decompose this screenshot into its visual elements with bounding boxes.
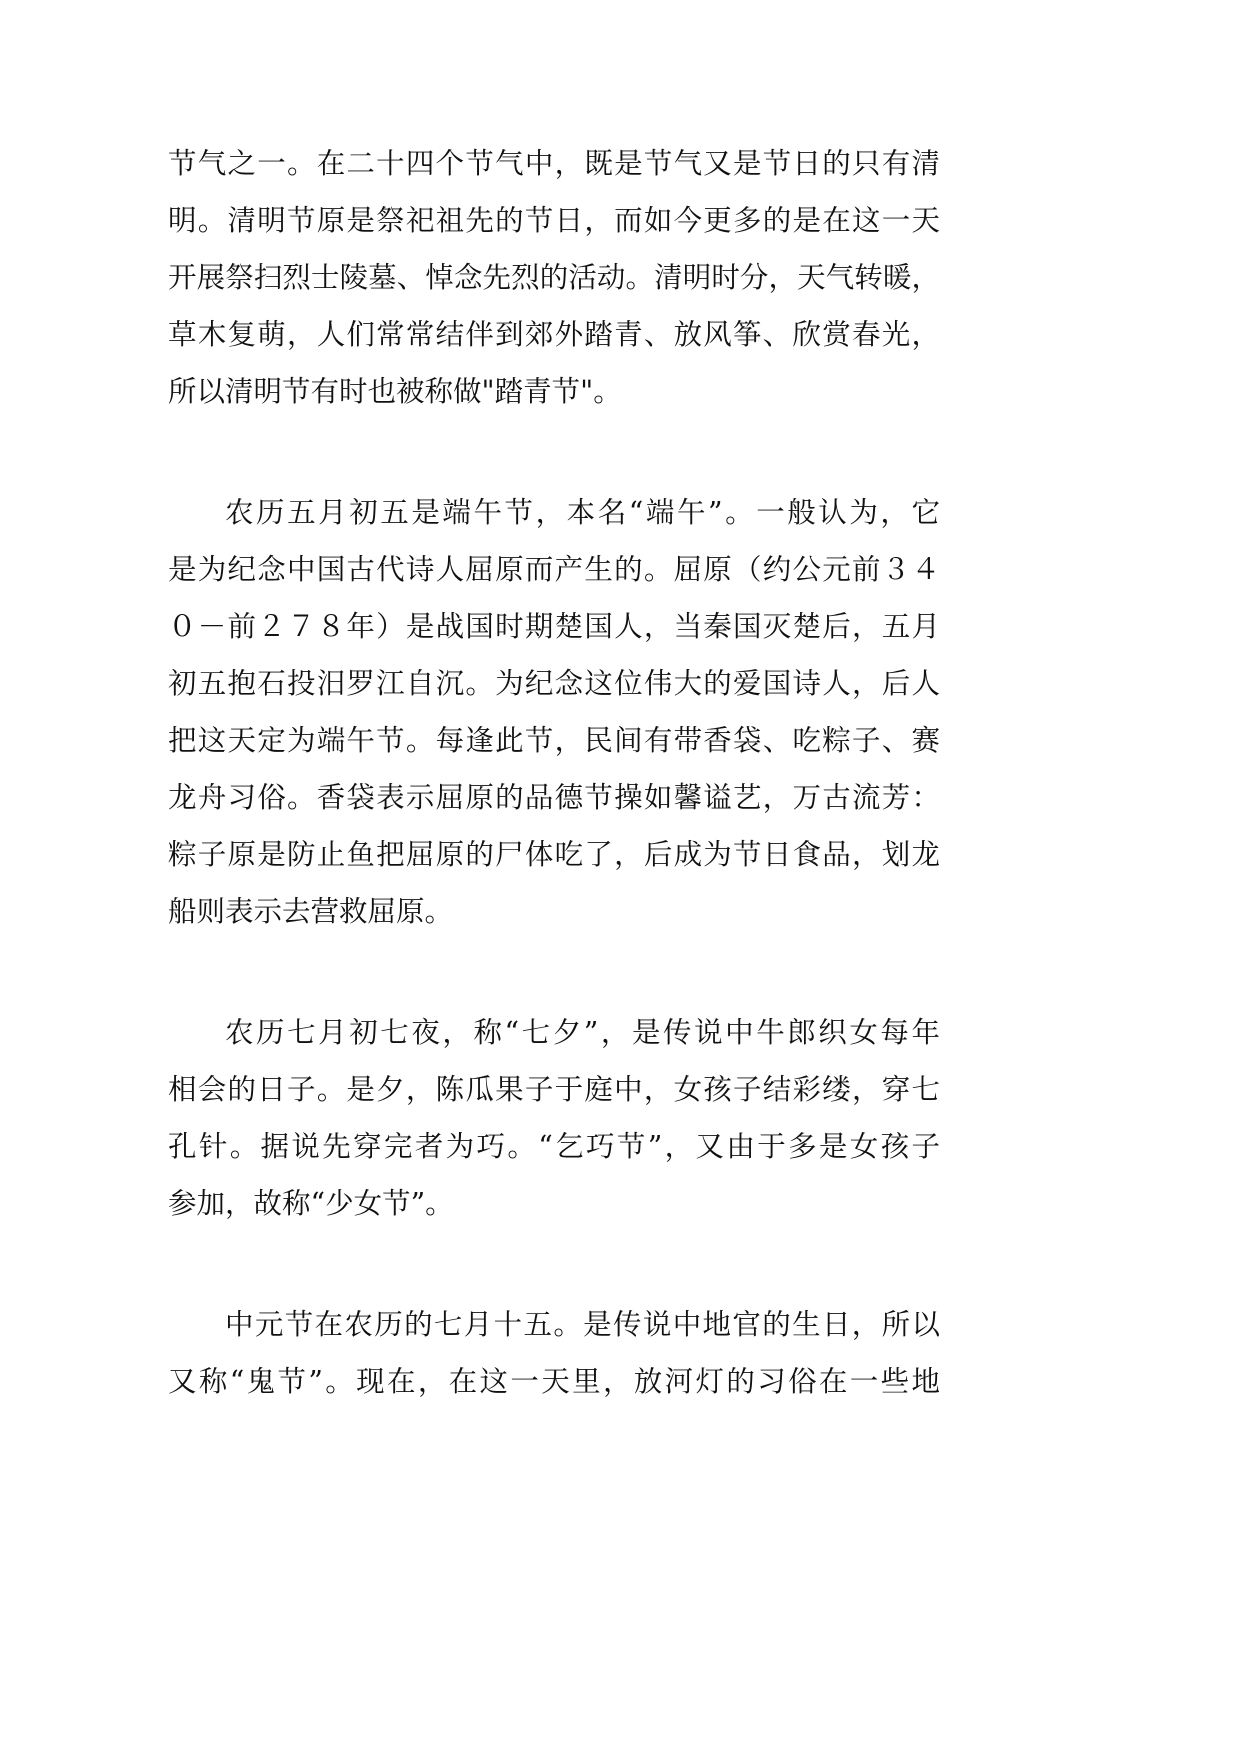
text-line: 草木复萌，人们常常结伴到郊外踏青、放风筝、欣赏春光， xyxy=(168,318,940,351)
paragraph-qingming xyxy=(168,135,940,420)
text-line: 又称“鬼节”。现在，在这一天里，放河灯的习俗在一些地 xyxy=(168,1365,940,1398)
text-line: 节气之一。在二十四个节气中，既是节气又是节日的只有清 xyxy=(168,147,940,180)
paragraph-zhongyuan xyxy=(168,1296,940,1410)
paragraph-duanwu xyxy=(168,484,940,940)
text-line: 是为纪念中国古代诗人屈原而产生的。屈原（约公元前３４ xyxy=(168,553,940,586)
text-line: 龙舟习俗。香袋表示屈原的品德节操如馨谥艺，万古流芳： xyxy=(168,781,940,814)
paragraph-qixi xyxy=(168,1004,940,1232)
text-line: 把这天定为端午节。每逢此节，民间有带香袋、吃粽子、赛 xyxy=(168,724,940,757)
text-line: 孔针。据说先穿完者为巧。“乞巧节”，又由于多是女孩子 xyxy=(168,1130,940,1163)
text-line: 中元节在农历的七月十五。是传说中地官的生日，所以 xyxy=(225,1308,940,1341)
text-line: 所以清明节有时也被称做"踏青节"。 xyxy=(168,375,622,408)
text-line: 船则表示去营救屈原。 xyxy=(168,895,454,928)
text-line: 参加，故称“少女节”。 xyxy=(168,1187,454,1220)
text-line: 农历七月初七夜，称“七夕”，是传说中牛郎织女每年 xyxy=(225,1016,940,1049)
text-line: 初五抱石投汨罗江自沉。为纪念这位伟大的爱国诗人，后人 xyxy=(168,667,940,700)
text-line: 农历五月初五是端午节，本名“端午”。一般认为，它 xyxy=(225,496,940,529)
text-line: ０－前２７８年）是战国时期楚国人，当秦国灭楚后，五月 xyxy=(168,610,940,643)
document-page xyxy=(168,135,940,1474)
text-line: 相会的日子。是夕，陈瓜果子于庭中，女孩子结彩缕，穿七 xyxy=(168,1073,940,1106)
text-line: 明。清明节原是祭祀祖先的节日，而如今更多的是在这一天 xyxy=(168,204,940,237)
text-line: 开展祭扫烈士陵墓、悼念先烈的活动。清明时分，天气转暖， xyxy=(168,261,940,294)
text-line: 粽子原是防止鱼把屈原的尸体吃了，后成为节日食品，划龙 xyxy=(168,838,940,871)
